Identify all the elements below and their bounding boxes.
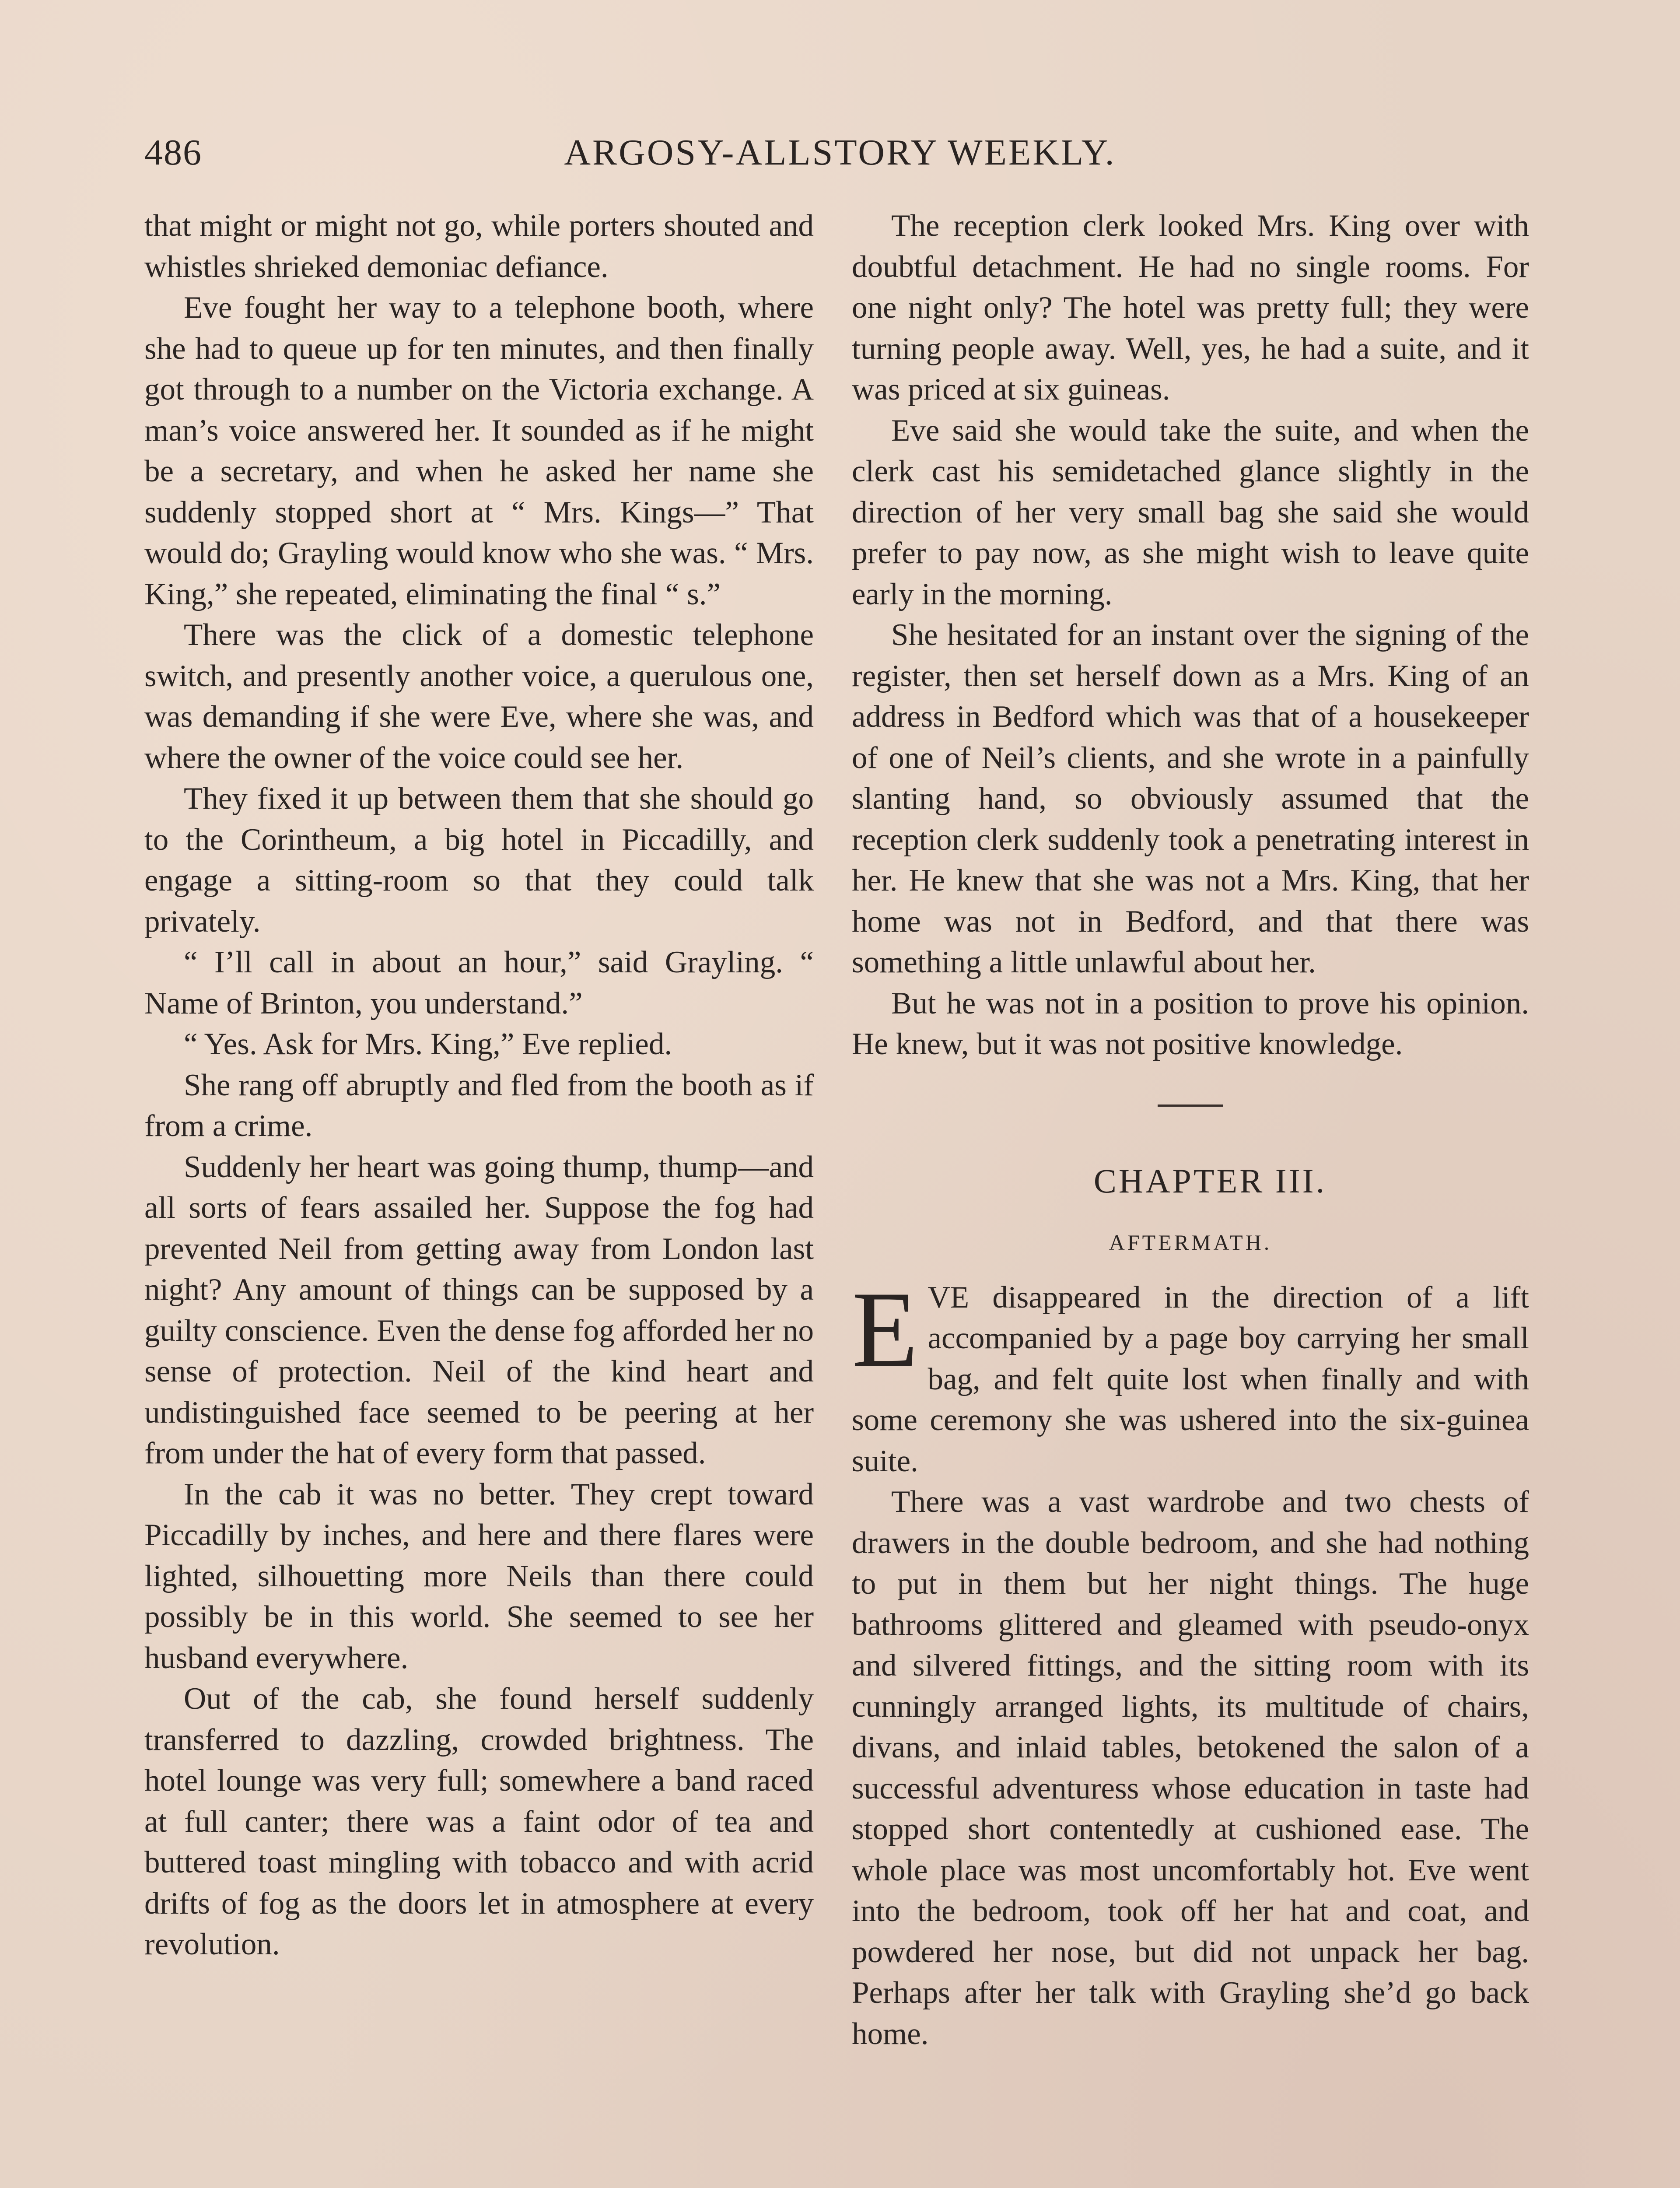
right-column <box>852 206 1529 2055</box>
paragraph: Suddenly her heart was going thump, thump—and all sorts of fears assailed her. Suppose the fog had prevented Neil from getting away from London last night? Any amount of things can be supposed by a guilty conscience. Even the dense fog afforded her no sense of protection. Neil of the kind heart and undistinguished face seemed to be peering at her from under the hat of every form that passed. <box>144 1150 814 1470</box>
opening-text: VE disappeared in the direction of a lift accompanied by a page boy carrying her small bag, and felt quite lost when finally and with some ceremony she was ushered into the six-guinea suite. <box>852 1280 1529 1478</box>
paragraph: But he was not in a position to prove his opinion. He knew, but it was not positive knowledge. <box>852 986 1529 1061</box>
left-column <box>144 206 814 1965</box>
paragraph: She hesitated for an instant over the signing of the register, then set herself down as a Mrs. King of an address in Bedford which was that of a housekeeper of one of Neil’s clients, and she wrote in a painfully slanting hand, so obviously assumed that the reception clerk suddenly took a penetrating interest in her. He knew that she was not a Mrs. King, that her home was not in Bedford, and that there was something a little unlawful about her. <box>852 618 1529 979</box>
paragraph: They fixed it up between them that she should go to the Corintheum, a big hotel in Piccadilly, and engage a sitting-room so that they could talk privately. <box>144 782 814 939</box>
paragraph: In the cab it was no better. They crept toward Piccadilly by inches, and here and there flares were lighted, silhouetting more Neils than there could possibly be in this world. She seemed to see her husband everywhere. <box>144 1477 814 1675</box>
paragraph: “ I’ll call in about an hour,” said Grayling. “ Name of Brinton, you understand.” <box>144 945 814 1020</box>
paragraph: Out of the cab, she found herself suddenly transferred to dazzling, crowded brightness. The hotel lounge was very full; somewhere a band raced at full canter; there was a faint odor of tea and buttered toast mingling with tobacco and with acrid drifts of fog as the doors let in atmosphere at every revolution. <box>144 1682 814 1961</box>
paragraph: “ Yes. Ask for Mrs. King,” Eve replied. <box>184 1027 672 1061</box>
paragraph: The reception clerk looked Mrs. King over with doubtful detachment. He had no single rooms. For one night only? The hotel was pretty full; they were turning people away. Well, yes, he had a suite, and it was priced at six guineas. <box>852 209 1529 407</box>
paragraph: Eve said she would take the suite, and when the clerk cast his semidetached glance slightly in the direction of her very small bag she said she would prefer to pay now, as she might wish to leave quite early in the morning. <box>852 413 1529 611</box>
page-header <box>144 131 1536 179</box>
page-number: 486 <box>144 132 202 173</box>
running-head: ARGOSY-ALLSTORY WEEKLY. <box>564 132 1116 173</box>
paragraph: There was a vast wardrobe and two chests of drawers in the double bedroom, and she had nothing to put in them but her night things. The huge bathrooms glittered and gleamed with pseudo-onyx and silvered fittings, and the sitting room with its cunningly arranged lights, its multitude of chairs, divans, and inlaid tables, betokened the salon of a successful adventuress whose education in taste had stopped short contentedly at cushioned ease. The whole place was most uncomfortably hot. Eve went into the bedroom, took off her hat and coat, and powdered her nose, but did not unpack her bag. Perhaps after her talk with Grayling she’d go back home. <box>852 1485 1529 2051</box>
chapter-opening-paragraph <box>852 1269 1529 1482</box>
section-divider <box>1158 1105 1223 1107</box>
paragraph: She rang off abruptly and fled from the booth as if from a crime. <box>144 1068 814 1143</box>
paragraph: Eve fought her way to a telephone booth, where she had to queue up for ten minutes, and then finally got through to a number on the Victoria exchange. A man’s voice answered her. It sounded as if he might be a secretary, and when he asked her name she suddenly stopped short at “ Mrs. Kings—” That would do; Grayling would know who she was. “ Mrs. King,” she repeated, eliminating the final “ s.” <box>144 291 814 611</box>
paragraph: There was the click of a domestic telephone switch, and presently another voice, a querulous one, was demanding if she were Eve, where she was, and where the owner of the voice could see her. <box>144 618 814 775</box>
drop-cap: E <box>852 1269 918 1389</box>
chapter-title: CHAPTER III. <box>1093 1161 1327 1200</box>
paragraph: that might or might not go, while porters shouted and whistles shrieked demoniac defiance. <box>144 209 814 284</box>
chapter-subtitle: AFTERMATH. <box>1109 1230 1272 1255</box>
